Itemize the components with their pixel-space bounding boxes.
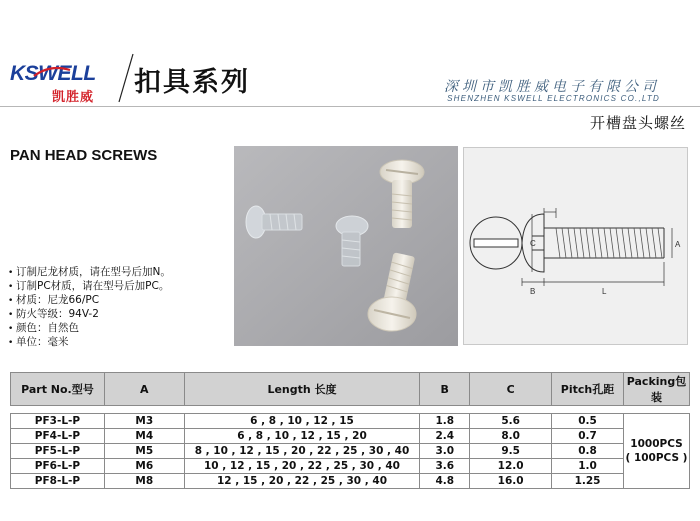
drawing-label-c: C [530, 239, 536, 248]
packing-line-2: ( 100PCS ) [625, 452, 688, 464]
spec-item: • 单位：毫米 [8, 336, 69, 348]
cell-pitch: 0.7 [552, 429, 624, 444]
table-row [11, 414, 690, 429]
cell-packing [623, 414, 689, 489]
company-name-en: SHENZHEN KSWELL ELECTRONICS CO.,LTD [447, 94, 660, 103]
column-header-a: A [104, 373, 184, 406]
bullet-icon: • [8, 338, 14, 348]
drawing-label-a: A [675, 240, 681, 249]
cell-length: 6 , 8 , 10 , 12 , 15 , 20 [184, 429, 420, 444]
cell-part-no: PF6-L-P [11, 459, 105, 474]
cell-pitch: 1.0 [552, 459, 624, 474]
product-photo [234, 146, 458, 346]
column-header-pitch: Pitch孔距 [552, 373, 624, 406]
cell-a: M4 [104, 429, 184, 444]
spec-list [8, 266, 171, 350]
cell-pitch: 0.8 [552, 444, 624, 459]
spec-table [10, 372, 690, 489]
bullet-icon: • [8, 296, 14, 306]
spec-item: • 材质：尼龙66/PC [8, 294, 100, 306]
bullet-icon: • [8, 324, 14, 334]
company-name-cn: 深圳市凯胜威电子有限公司 [444, 79, 660, 95]
packing-line-1: 1000PCS [630, 438, 683, 450]
cell-a: M8 [104, 474, 184, 489]
cell-part-no: PF4-L-P [11, 429, 105, 444]
bullet-icon: • [8, 282, 14, 292]
cell-length: 12 , 15 , 20 , 22 , 25 , 30 , 40 [184, 474, 420, 489]
cell-b: 3.6 [420, 459, 470, 474]
column-header-b: B [420, 373, 470, 406]
spec-item: • 订制尼龙材质，请在型号后加N。 [8, 266, 171, 278]
column-header-length: Length 长度 [184, 373, 420, 406]
bullet-icon: • [8, 268, 14, 278]
product-name-cn: 开槽盘头螺丝 [589, 114, 686, 132]
cell-pitch: 0.5 [552, 414, 624, 429]
cell-c: 5.6 [470, 414, 552, 429]
column-header-packing: Packing包装 [623, 373, 689, 406]
spec-item: • 防火等级：94V-2 [8, 308, 99, 320]
logo-swoosh-icon [32, 66, 72, 80]
cell-a: M3 [104, 414, 184, 429]
product-title-en: PAN HEAD SCREWS [10, 147, 158, 164]
drawing-label-l: L [602, 287, 607, 296]
table-gap [11, 406, 690, 414]
cell-a: M6 [104, 459, 184, 474]
logo-chinese-text: 凯胜威 [52, 90, 95, 105]
technical-drawing-panel [463, 147, 688, 345]
table-header-row [11, 373, 690, 406]
series-title: 扣具系列 [134, 67, 250, 98]
spec-item: • 颜色：自然色 [8, 322, 79, 334]
drawing-label-b: B [530, 287, 536, 296]
cell-c: 12.0 [470, 459, 552, 474]
cell-pitch: 1.25 [552, 474, 624, 489]
column-header-c: C [470, 373, 552, 406]
bullet-icon: • [8, 310, 14, 320]
cell-b: 3.0 [420, 444, 470, 459]
spec-item: • 订制PC材质，请在型号后加PC。 [8, 280, 170, 292]
cell-a: M5 [104, 444, 184, 459]
cell-part-no: PF8-L-P [11, 474, 105, 489]
cell-length: 8 , 10 , 12 , 15 , 20 , 22 , 25 , 30 , 40 [184, 444, 420, 459]
cell-part-no: PF5-L-P [11, 444, 105, 459]
logo-text: KSWELL [10, 62, 96, 85]
cell-part-no: PF3-L-P [11, 414, 105, 429]
cell-c: 9.5 [470, 444, 552, 459]
cell-length: 6 , 8 , 10 , 12 , 15 [184, 414, 420, 429]
cell-c: 16.0 [470, 474, 552, 489]
column-header-part-no: Part No.型号 [11, 373, 105, 406]
kswell-logo [10, 62, 110, 108]
table-row [11, 429, 690, 444]
header-divider [116, 52, 136, 104]
cell-b: 1.8 [420, 414, 470, 429]
table-row [11, 444, 690, 459]
table-row [11, 459, 690, 474]
cell-b: 4.8 [420, 474, 470, 489]
cell-c: 8.0 [470, 429, 552, 444]
header-rule [0, 106, 700, 107]
cell-b: 2.4 [420, 429, 470, 444]
table-row [11, 474, 690, 489]
screw-technical-drawing [464, 148, 687, 344]
cell-length: 10 , 12 , 15 , 20 , 22 , 25 , 30 , 40 [184, 459, 420, 474]
